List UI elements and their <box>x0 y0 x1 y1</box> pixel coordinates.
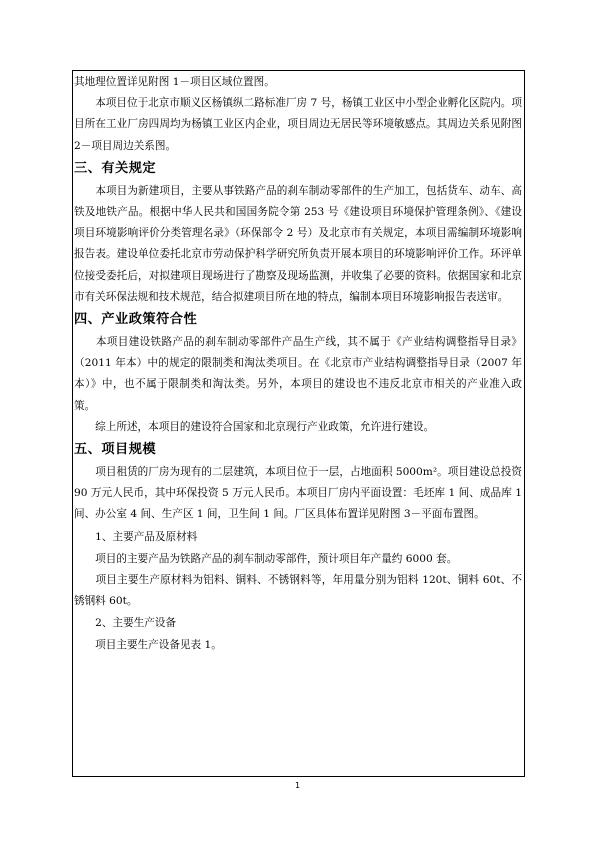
paragraph-products: 项目的主要产品为铁路产品的刹车制动零部件，预计项目年产量约 6000 套。 <box>74 552 458 565</box>
subheading-equipment: 2、主要生产设备 <box>74 617 177 630</box>
paragraph-location-ref: 其地理位置详见附图 1－项目区域位置图。 <box>74 76 275 88</box>
paragraph-regulations: 本项目为新建项目，主要从事铁路产品的刹车制动零部件的生产加工，包括货车、动车、高铁及地铁产品。根据中华人民共和国国务院令第 253 号《建设项目环境保护管理条例》、《建设项目环境影响评价分类管理名录》（环保部令 2 号）及北京市有关规定，本项目需编制环境影响报告表。建设单位委托北京市劳动保护科学研究所负责开展本项目的环境影响评价工作。环评单位接受委托后，对拟建项目现场进行了勘察及现场监测，并收集了必要的资料。依据国家和北京市有关环保法规和技术规范，结合拟建项目所在地的特点，编制本项目环境影响报告表送审。 <box>74 184 522 303</box>
paragraph-industry-policy: 本项目建设铁路产品的刹车制动零部件产品生产线，其不属于《产业结构调整指导目录》（2011 年本）中的规定的限制类和淘汰类项目。在《北京市产业结构调整指导目录（2007 年本）》中，也不属于限制类和淘汰类。另外，本项目的建设也不违反北京市相关的产业准入政策。 <box>74 336 522 412</box>
heading-regulations: 三、有关规定 <box>74 160 157 176</box>
paragraph-raw-materials: 项目主要生产原材料为铝料、铜料、不锈钢料等，年用量分别为铝料 120t、铜料 60t、不锈钢料 60t。 <box>74 573 522 608</box>
paragraph-policy-summary: 综上所述，本项目的建设符合国家和北京现行产业政策，允许进行建设。 <box>74 420 435 433</box>
document-body <box>74 72 522 656</box>
heading-industry-policy: 四、产业政策符合性 <box>74 312 198 328</box>
paragraph-project-location: 本项目位于北京市顺义区杨镇纵二路标准厂房 7 号，杨镇工业区中小型企业孵化区院内。项目所在工业厂房四周均为杨镇工业区内企业，项目周边无居民等环境敏感点。其周边关系见附图 2－项目周边关系图。 <box>74 97 522 152</box>
subheading-products: 1、主要产品及原材料 <box>74 530 198 543</box>
page-number: 1 <box>294 781 301 790</box>
paragraph-equipment: 项目主要生产设备见表 1。 <box>74 639 222 652</box>
heading-project-scale: 五、项目规模 <box>74 442 157 458</box>
paragraph-project-scale: 项目租赁的厂房为现有的二层建筑，本项目位于一层，占地面积 5000m²。项目建设总投资 90 万元人民币，其中环保投资 5 万元人民币。本项目厂房内平面设置：毛坯库 1 间、成品库 1 间、办公室 4 间、生产区 1 间，卫生间 1 间。厂区具体布置详见附图 3－平面布置图。 <box>74 466 522 521</box>
